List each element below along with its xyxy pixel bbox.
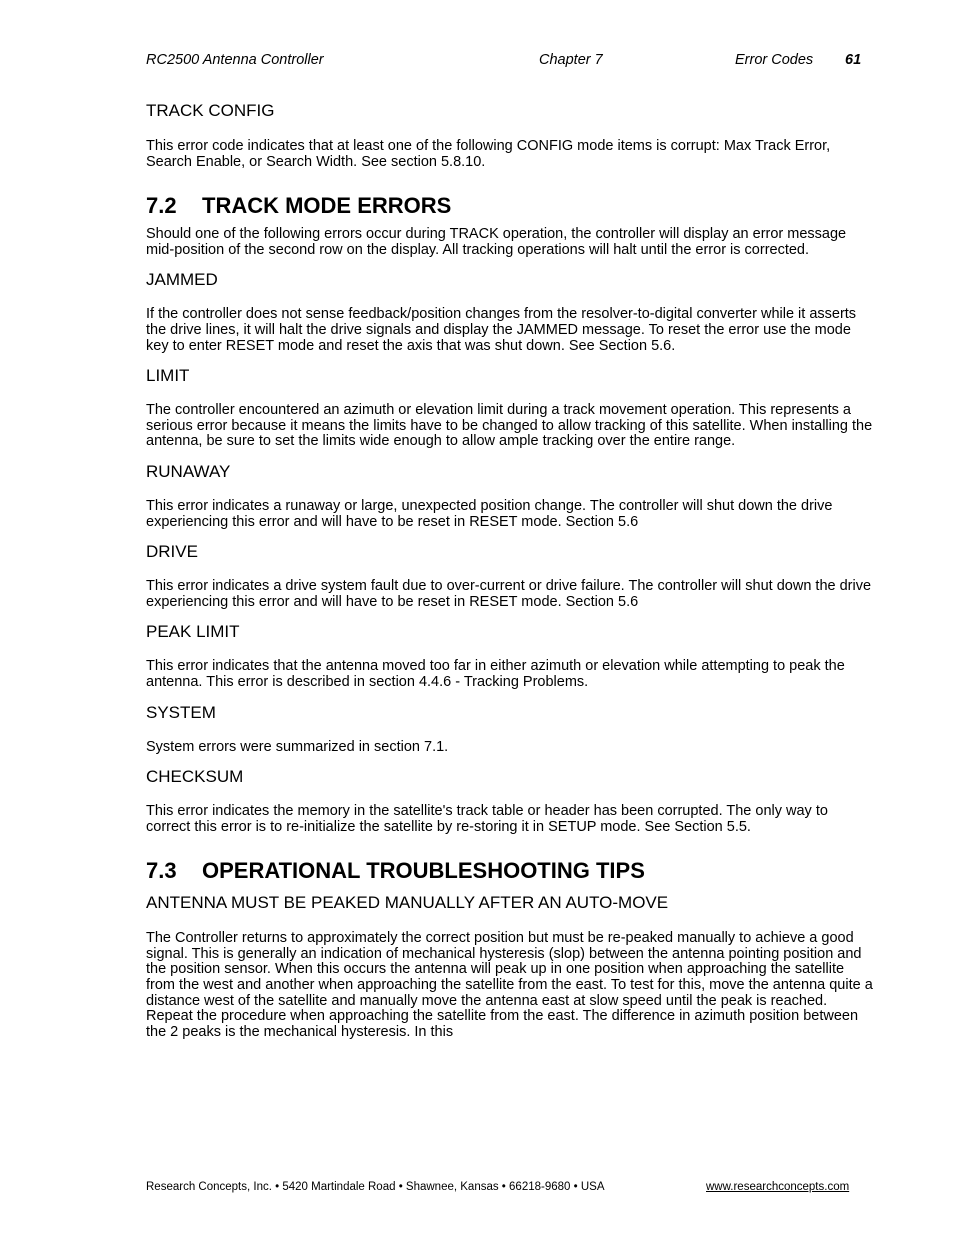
subheading-drive: DRIVE xyxy=(146,542,198,562)
page-content xyxy=(146,101,876,1040)
subheading-peak-limit: PEAK LIMIT xyxy=(146,622,240,642)
footer-website-link[interactable]: www.researchconcepts.com xyxy=(706,1181,850,1193)
subheading-jammed: JAMMED xyxy=(146,270,218,290)
section-title: OPERATIONAL TROUBLESHOOTING TIPS xyxy=(202,858,645,884)
paragraph-limit: The controller encountered an azimuth or elevation limit during a track movement operation. This represents a serious error because it means the limits have to be changed to allow tracking of this satellite. When installing the antenna, be sure to set the limits wide enough to allow ample tracking over the entire range. xyxy=(146,402,873,450)
paragraph-track-config: This error code indicates that at least one of the following CONFIG mode items is corrupt: Max Track Error, Search Enable, or Search Width. See section 5.8.10. xyxy=(146,138,831,170)
header-chapter: Chapter 7 xyxy=(539,52,603,68)
subheading-checksum: CHECKSUM xyxy=(146,767,244,787)
section-number: 7.3 xyxy=(146,858,177,884)
paragraph-track-mode-intro: Should one of the following errors occur during TRACK operation, the controller will display an error message mid-position of the second row on the display. All tracking operations will halt until the error is corrected. xyxy=(146,226,847,258)
section-title: TRACK MODE ERRORS xyxy=(202,193,452,219)
paragraph-drive: This error indicates a drive system fault due to over-current or drive failure. The controller will shut down the drive experiencing this error and will have to be reset in RESET mode. Section 5.6 xyxy=(146,578,872,610)
paragraph-jammed: If the controller does not sense feedback/position changes from the resolver-to-digital converter while it asserts the drive lines, it will halt the drive signals and display the JAMMED message. To reset the error use the mode key to enter RESET mode and reset the axis that was shut down. See Section 5.6. xyxy=(146,306,857,354)
section-heading-7-2 xyxy=(146,193,876,219)
subheading-runaway: RUNAWAY xyxy=(146,461,231,481)
page-number: 61 xyxy=(845,52,862,68)
subheading-limit: LIMIT xyxy=(146,366,190,386)
subheading-antenna-peaked: ANTENNA MUST BE PEAKED MANUALLY AFTER AN AUTO-MOVE xyxy=(146,893,669,913)
section-heading-7-3 xyxy=(146,858,876,884)
subheading-track-config: TRACK CONFIG xyxy=(146,101,275,120)
paragraph-checksum: This error indicates the memory in the satellite's track table or header has been corrupted. The only way to correct this error is to re-initialize the satellite by re-storing it in SETUP mode. See Section 5.5. xyxy=(146,803,828,835)
paragraph-runaway: This error indicates a runaway or large, unexpected position change. The controller will shut down the drive experiencing this error and will have to be reset in RESET mode. Section 5.6 xyxy=(146,497,833,530)
footer-address: Research Concepts, Inc. • 5420 Martindale Road • Shawnee, Kansas • 66218-9680 • USA xyxy=(146,1181,605,1193)
paragraph-antenna-peaked: The Controller returns to approximately the correct position but must be re-peaked manually to achieve a good signal. This is generally an indication of mechanical hysteresis (slop) between the antenna pointing position and the position sensor. When this occurs the antenna will peak up in one position when approaching the satellite from the west and another when approaching the satellite from the east. To test for this, move the antenna quite a distance west of the satellite and manually move the antenna east at slow speed until the peak is reached. Repeat the procedure when approaching the satellite from the east. The difference in azimuth position between the 2 peaks is the mechanical hysteresis. In this xyxy=(146,930,873,1040)
section-number: 7.2 xyxy=(146,193,177,219)
header-section: Error Codes xyxy=(735,52,814,68)
paragraph-peak-limit: This error indicates that the antenna moved too far in either azimuth or elevation while attempting to peak the antenna. This error is described in section 4.4.6 - Tracking Problems. xyxy=(146,658,845,690)
subheading-system: SYSTEM xyxy=(146,702,216,722)
paragraph-system: System errors were summarized in section 7.1. xyxy=(146,738,449,755)
header-title: RC2500 Antenna Controller xyxy=(146,52,324,68)
